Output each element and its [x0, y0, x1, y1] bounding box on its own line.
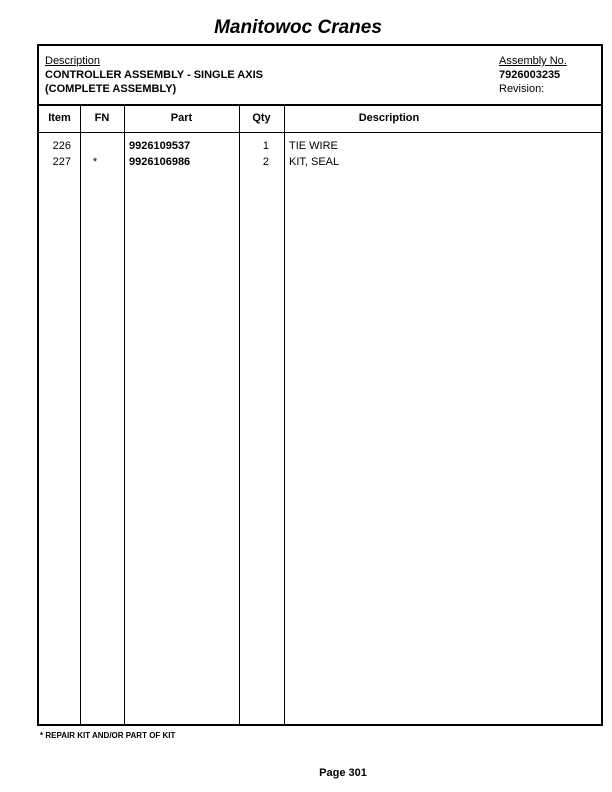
description-label: Description [45, 55, 101, 67]
column-divider [124, 104, 125, 724]
column-divider [284, 104, 285, 724]
table-row [39, 140, 601, 156]
part-number: 9926106986 [129, 156, 191, 168]
assembly-number-label: Assembly No. [499, 55, 567, 67]
column-divider [80, 104, 81, 724]
column-header-description: Description [358, 112, 420, 124]
part-description: KIT, SEAL [289, 156, 340, 168]
quantity: 2 [262, 156, 269, 168]
column-header-part: Part [170, 112, 193, 124]
part-description: TIE WIRE [289, 140, 338, 152]
parts-table-frame [37, 44, 603, 726]
part-number: 9926109537 [129, 140, 191, 152]
assembly-description-block [45, 54, 263, 96]
table-row [39, 156, 601, 172]
assembly-number: 7926003235 [499, 69, 561, 81]
footnote: * REPAIR KIT AND/OR PART OF KIT [40, 731, 176, 740]
item-number: 227 [52, 156, 71, 168]
column-header-fn: FN [94, 112, 110, 124]
description-line-1: CONTROLLER ASSEMBLY - SINGLE AXIS [45, 69, 263, 81]
column-header-item: Item [48, 112, 71, 124]
brand-title: Manitowoc Cranes [214, 17, 382, 38]
fn-marker: * [92, 156, 98, 168]
column-header-qty: Qty [252, 112, 271, 124]
assembly-number-block [499, 54, 567, 96]
assembly-header [39, 46, 601, 106]
description-line-2: (COMPLETE ASSEMBLY) [45, 83, 177, 95]
item-number: 226 [52, 140, 71, 152]
quantity: 1 [262, 140, 269, 152]
revision-label: Revision: [499, 83, 545, 95]
page-number: Page 301 [319, 767, 367, 779]
column-divider [239, 104, 240, 724]
